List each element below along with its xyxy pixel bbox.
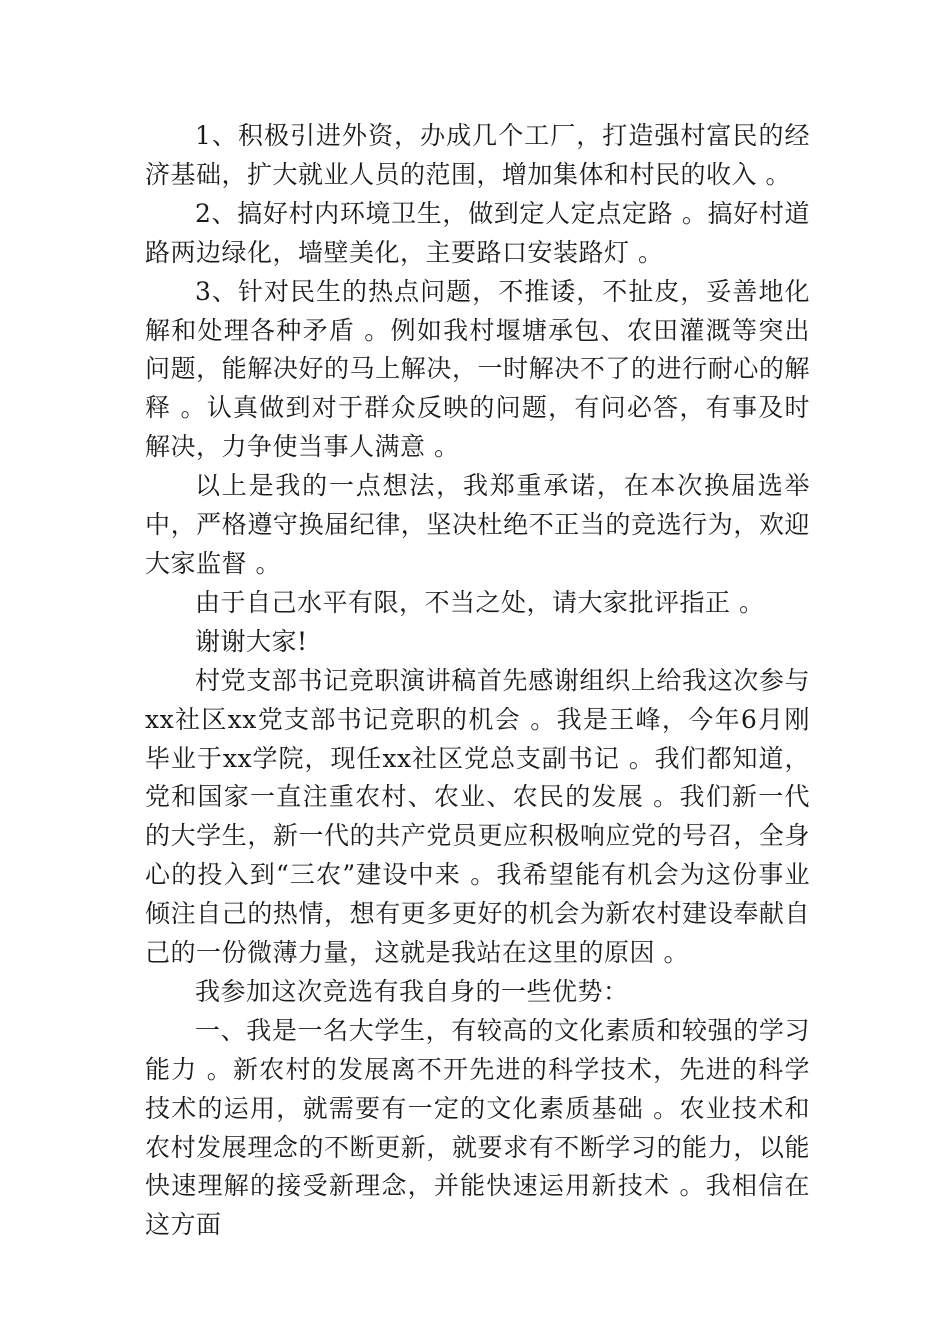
paragraph-2: 2、搞好村内环境卫生，做到定人定点定路 。搞好村道路两边绿化，墙壁美化，主要路口安装路灯 。 xyxy=(145,198,810,267)
paragraph-6: 谢谢大家! xyxy=(195,626,308,656)
paragraph-7: 村党支部书记竞职演讲稿首先感谢组织上给我这次参与xx社区xx党支部书记竞职的机会 。我是王峰，今年6月刚毕业于xx学院，现任xx社区党总支副书记 。我们都知道，党和国家一直注重农村、农业、农民的发展 。我们新一代的大学生，新一代的共产党员更应积极响应党的号召，全身心的投入到“三农”建设中来 。我希望能有机会为这份事业倾注自己的热情，想有更多更好的机会为新农村建设奉献自己的一份微薄力量，这就是我站在这里的原因 。 xyxy=(145,665,810,968)
paragraph-4: 以上是我的一点想法，我郑重承诺，在本次换届选举中，严格遵守换届纪律，坚决杜绝不正当的竞选行为，欢迎大家监督 。 xyxy=(145,471,810,578)
paragraph-8: 我参加这次竞选有我自身的一些优势： xyxy=(195,976,629,1006)
document-body xyxy=(145,117,810,1245)
paragraph-3: 3、针对民生的热点问题，不推诿，不扯皮，妥善地化解和处理各种矛盾 。例如我村堰塘承包、农田灌溉等突出问题，能解决好的马上解决，一时解决不了的进行耐心的解释 。认真做到对于群众反映的问题，有问必答，有事及时解决，力争使当事人满意 。 xyxy=(145,276,810,462)
paragraph-5: 由于自己水平有限，不当之处，请大家批评指正 。 xyxy=(195,587,765,617)
paragraph-1: 1、积极引进外资，办成几个工厂，打造强村富民的经济基础，扩大就业人员的范围，增加集体和村民的收入 。 xyxy=(145,121,810,189)
paragraph-9: 一、我是一名大学生，有较高的文化素质和较强的学习能力 。新农村的发展离不开先进的科学技术，先进的科学技术的运用，就需要有一定的文化素质基础 。农业技术和农村发展理念的不断更新，就要求有不断学习的能力，以能快速理解的接受新理念，并能快速运用新技术 。我相信在这方面 xyxy=(145,1015,810,1240)
